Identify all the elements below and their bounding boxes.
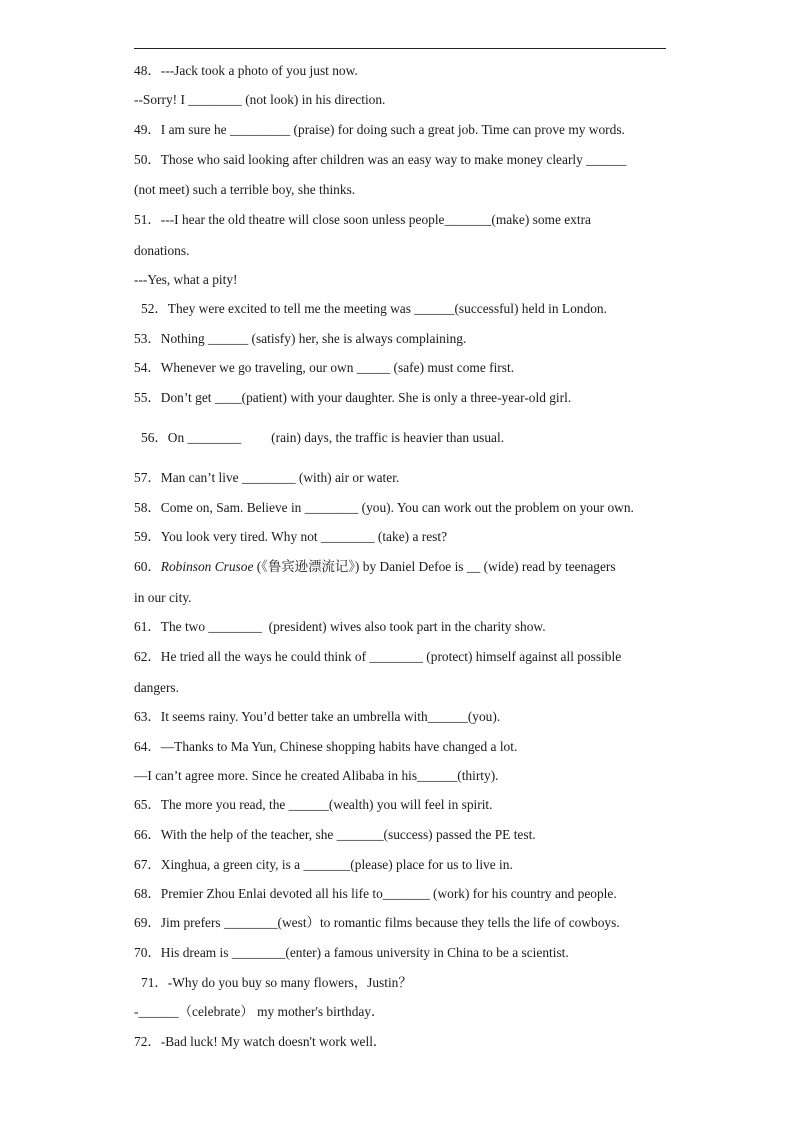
question-57-line: 57．Man can’t live ________ (with) air or water. [134, 470, 400, 485]
question-61-line: 61．The two ________ (president) wives also took part in the charity show. [134, 619, 546, 634]
question-64-reply: —I can’t agree more. Since he created Alibaba in his______(thirty). [134, 768, 499, 783]
question-51-reply: ---Yes, what a pity! [134, 272, 238, 287]
book-title: Robinson Crusoe [160, 559, 254, 574]
question-55-line: 55．Don’t get ____(patient) with your daughter. She is only a three-year-old girl. [134, 390, 572, 405]
question-62-continuation: dangers. [134, 680, 179, 695]
question-53-line: 53．Nothing ______ (satisfy) her, she is always complaining. [134, 331, 467, 346]
question-69-line: 69．Jim prefers ________(west）to romantic films because they tells the life of cowboys. [134, 915, 620, 930]
question-51-continuation: donations. [134, 243, 190, 258]
question-48-answer-line: --Sorry! I ________ (not look) in his direction. [134, 92, 386, 107]
question-48-line: 48．---Jack took a photo of you just now. [134, 63, 358, 78]
question-52-line: 52．They were excited to tell me the meeting was ______(successful) held in London. [141, 301, 607, 316]
question-58-line: 58．Come on, Sam. Believe in ________ (you). You can work out the problem on your own. [134, 500, 634, 515]
question-50-continuation: (not meet) such a terrible boy, she thinks. [134, 182, 356, 197]
question-66-line: 66．With the help of the teacher, she _______(success) passed the PE test. [134, 827, 536, 842]
question-59-line: 59．You look very tired. Why not ________ (take) a rest? [134, 529, 448, 544]
question-54-line: 54．Whenever we go traveling, our own _____ (safe) must come first. [134, 360, 515, 375]
question-71-answer-line: -______（celebrate） my mother's birthday． [134, 1004, 385, 1019]
question-60-continuation: in our city. [134, 590, 192, 605]
question-62-line: 62．He tried all the ways he could think of ________ (protect) himself against all possible [134, 649, 622, 664]
question-50-line: 50．Those who said looking after children was an easy way to make money clearly ______ [134, 152, 627, 167]
question-63-line: 63．It seems rainy. You’d better take an umbrella with______(you). [134, 709, 501, 724]
question-49-line: 49．I am sure he _________ (praise) for doing such a great job. Time can prove my words. [134, 122, 625, 137]
question-71-line: 71．-Why do you buy so many flowers，Justin？ [141, 975, 412, 990]
question-68-line: 68．Premier Zhou Enlai devoted all his life to_______ (work) for his country and people. [134, 886, 617, 901]
question-51-line: 51．---I hear the old theatre will close soon unless people_______(make) some extra [134, 212, 592, 227]
question-56-line: 56．On ________ (rain) days, the traffic is heavier than usual. [141, 430, 505, 445]
question-60-line: 60．Robinson Crusoe (《鲁宾逊漂流记》) by Daniel Defoe is __ (wide) read by teenagers [134, 559, 616, 574]
question-70-line: 70．His dream is ________(enter) a famous university in China to be a scientist. [134, 945, 569, 960]
question-64-line: 64．—Thanks to Ma Yun, Chinese shopping habits have changed a lot. [134, 739, 518, 754]
question-67-line: 67．Xinghua, a green city, is a _______(please) place for us to live in. [134, 857, 513, 872]
question-72-line: 72．-Bad luck! My watch doesn't work well． [134, 1034, 387, 1049]
question-65-line: 65．The more you read, the ______(wealth) you will feel in spirit. [134, 797, 493, 812]
header-rule [134, 48, 666, 49]
